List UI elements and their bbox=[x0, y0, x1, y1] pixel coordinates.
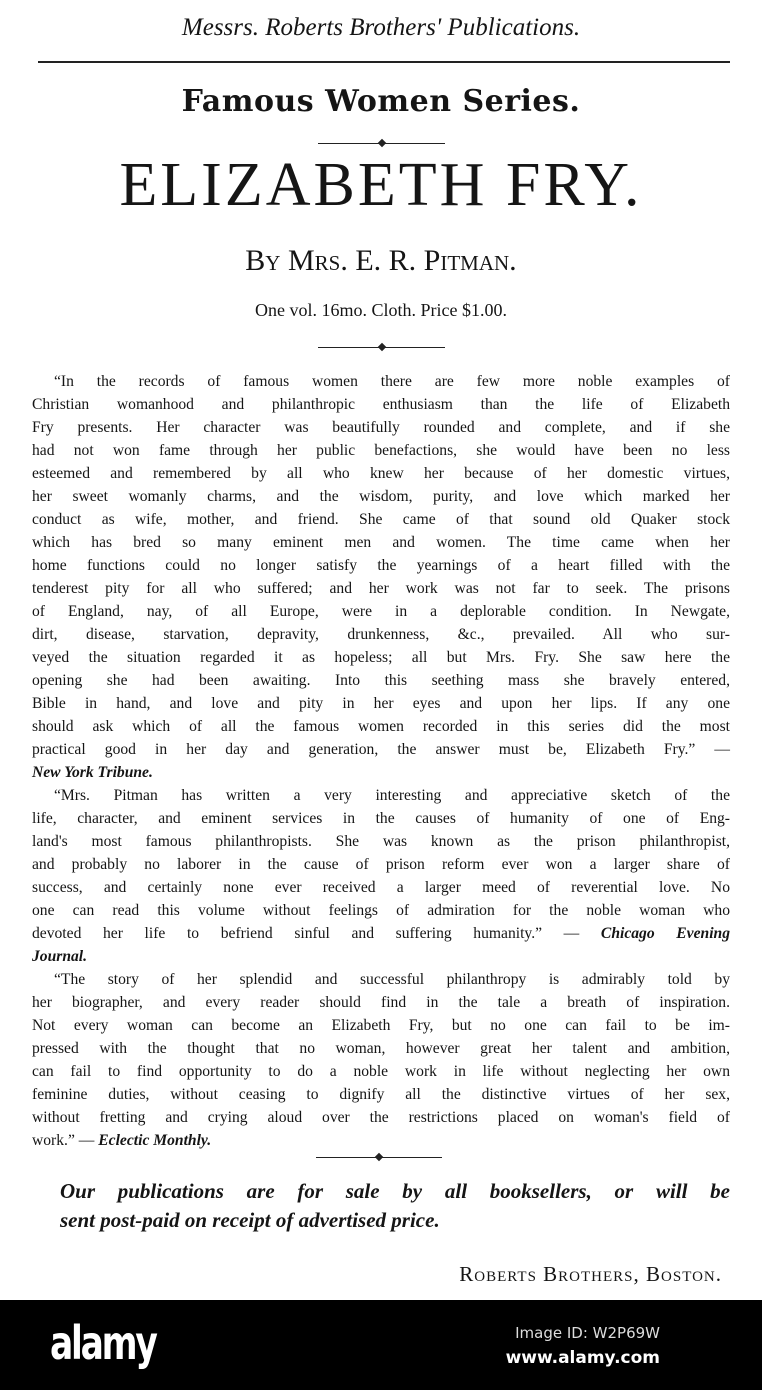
review-text: and probably no laborer in the cause of prison reform ever won a larger share of bbox=[32, 856, 730, 873]
review-source: Chicago Evening bbox=[600, 925, 730, 942]
review-text: of England, nay, of all Europe, were in a deplorable condition. In Newgate, bbox=[32, 603, 730, 620]
review-line bbox=[32, 416, 730, 439]
book-details: One vol. 16mo. Cloth. Price $1.00. bbox=[255, 300, 507, 320]
review-line bbox=[32, 1129, 730, 1152]
review-text: her sweet womanly charms, and the wisdom, purity, and love which marked her bbox=[32, 488, 730, 505]
watermark-logo: alamy bbox=[50, 1316, 156, 1370]
review-line bbox=[32, 485, 730, 508]
review-text: opening she had been awaiting. Into this seething mass she bravely entered, bbox=[32, 672, 730, 689]
review-text: Bible in hand, and love and pity in her eyes and upon her lips. If any one bbox=[32, 695, 730, 712]
review-line bbox=[32, 577, 730, 600]
review-text: should ask which of all the famous women recorded in this series did the most bbox=[32, 718, 730, 735]
review-line bbox=[32, 646, 730, 669]
review-text: practical good in her day and generation, the answer must be, Elizabeth Fry.” — bbox=[32, 741, 730, 758]
review-line bbox=[32, 853, 730, 876]
review-line bbox=[32, 922, 730, 945]
book-author: By Mrs. E. R. Pitman. bbox=[245, 244, 517, 277]
review-text: devoted her life to befriend sinful and suffering humanity.” — bbox=[32, 925, 580, 942]
review-source: New York Tribune. bbox=[32, 764, 153, 781]
review-text: had not won fame through her public benefactions, she would have been no less bbox=[32, 442, 730, 459]
review-line bbox=[32, 1060, 730, 1083]
ornament-divider bbox=[318, 143, 445, 144]
sale-notice bbox=[60, 1177, 730, 1235]
book-title: ELIZABETH FRY. bbox=[119, 151, 643, 219]
review-source: Journal. bbox=[32, 948, 88, 965]
review-line bbox=[32, 669, 730, 692]
review-line bbox=[32, 1083, 730, 1106]
watermark-url: www.alamy.com bbox=[505, 1348, 660, 1368]
reviews-body bbox=[32, 370, 730, 1152]
review-line bbox=[32, 554, 730, 577]
sale-notice-line: Our publications are for sale by all booksellers, or will be bbox=[60, 1179, 730, 1203]
review-line bbox=[32, 830, 730, 853]
review-text: Not every woman can become an Elizabeth Fry, but no one can fail to be im- bbox=[32, 1017, 730, 1034]
series-title: Famous Women Series. bbox=[181, 84, 581, 119]
review-line bbox=[32, 807, 730, 830]
review-text: esteemed and remembered by all who knew her because of her domestic virtues, bbox=[32, 465, 730, 482]
publisher-header: Messrs. Roberts Brothers' Publications. bbox=[181, 14, 581, 41]
review-text: home functions could no longer satisfy the yearnings of a heart filled with the bbox=[32, 557, 730, 574]
review-text: feminine duties, without ceasing to dignify all the distinctive virtues of her sex, bbox=[32, 1086, 730, 1103]
review-line bbox=[32, 508, 730, 531]
review-text: “Mrs. Pitman has written a very interesting and appreciative sketch of the bbox=[54, 787, 730, 804]
review-line bbox=[32, 899, 730, 922]
review-text: Fry presents. Her character was beautifully rounded and complete, and if she bbox=[32, 419, 730, 436]
review-text: her biographer, and every reader should find in the tale a breath of inspiration. bbox=[32, 994, 730, 1011]
review-text: Christian womanhood and philanthropic enthusiasm than the life of Elizabeth bbox=[32, 396, 730, 413]
review-text: conduct as wife, mother, and friend. She came of that sound old Quaker stock bbox=[32, 511, 730, 528]
review-text: dirt, disease, starvation, depravity, drunkenness, &c., prevailed. All who sur- bbox=[32, 626, 730, 643]
review-line bbox=[32, 738, 730, 761]
review-text: “The story of her splendid and successful philanthropy is admirably told by bbox=[54, 971, 730, 988]
review-line bbox=[32, 876, 730, 899]
review-line bbox=[32, 1037, 730, 1060]
ornament-divider bbox=[316, 1157, 442, 1158]
review-line bbox=[32, 531, 730, 554]
review-source: Eclectic Monthly. bbox=[98, 1132, 212, 1149]
review-line bbox=[32, 784, 730, 807]
review-line bbox=[32, 600, 730, 623]
review-line bbox=[32, 623, 730, 646]
review-text: one can read this volume without feelings of admiration for the noble woman who bbox=[32, 902, 730, 919]
review-line bbox=[32, 1106, 730, 1129]
review-line bbox=[32, 393, 730, 416]
review-line bbox=[32, 1014, 730, 1037]
review-line bbox=[32, 945, 730, 968]
review-text: life, character, and eminent services in the causes of humanity of one of Eng- bbox=[32, 810, 730, 827]
review-line bbox=[32, 439, 730, 462]
review-line bbox=[32, 991, 730, 1014]
review-text: which has bred so many eminent men and women. The time came when her bbox=[32, 534, 730, 551]
review-text: land's most famous philanthropists. She was known as the prison philanthropist, bbox=[32, 833, 730, 850]
watermark-image-id: Image ID: W2P69W bbox=[515, 1324, 660, 1342]
review-line bbox=[32, 968, 730, 991]
review-text: tenderest pity for all who suffered; and her work was not far to seek. The prisons bbox=[32, 580, 730, 597]
review-text: without fretting and crying aloud over the restrictions placed on woman's field of bbox=[32, 1109, 730, 1126]
review-text: work.” — bbox=[32, 1132, 95, 1149]
review-line bbox=[32, 692, 730, 715]
review-line bbox=[32, 715, 730, 738]
publisher-signature: Roberts Brothers, Boston. bbox=[459, 1262, 722, 1286]
review-text: pressed with the thought that no woman, however great her talent and ambition, bbox=[32, 1040, 730, 1057]
sale-notice-line: sent post-paid on receipt of advertised price. bbox=[60, 1208, 440, 1232]
header-rule bbox=[38, 61, 730, 63]
review-line bbox=[32, 370, 730, 393]
review-text: “In the records of famous women there are few more noble examples of bbox=[54, 373, 730, 390]
review-text: veyed the situation regarded it as hopeless; all but Mrs. Fry. She saw here the bbox=[32, 649, 730, 666]
review-text: can fail to find opportunity to do a noble work in life without neglecting her own bbox=[32, 1063, 730, 1080]
ornament-divider bbox=[318, 347, 445, 348]
review-line bbox=[32, 761, 730, 784]
review-line bbox=[32, 462, 730, 485]
review-text: success, and certainly none ever received a larger meed of reverential love. No bbox=[32, 879, 730, 896]
